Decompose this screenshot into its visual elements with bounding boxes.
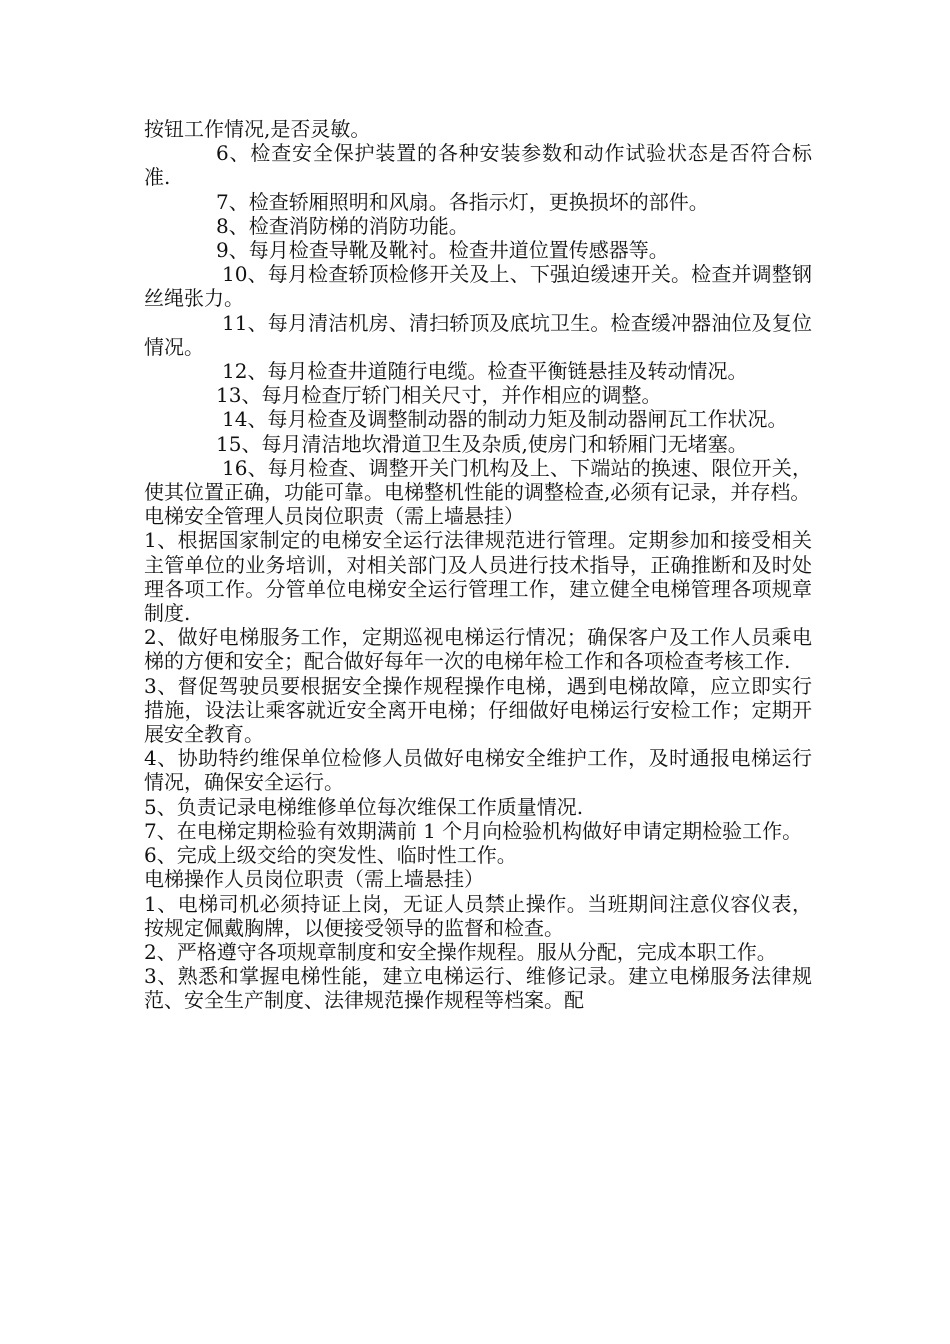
operator-duty: 3、熟悉和掌握电梯性能，建立电梯运行、维修记录。建立电梯服务法律规范、安全生产制度、法律规范操作规程等档案。配 (144, 964, 812, 1013)
maintenance-item-9: 9、每月检查导靴及靴衬。检查井道位置传感器等。 (216, 238, 669, 263)
safety-manager-duties-title: 电梯安全管理人员岗位职责（需上墙悬挂） (144, 504, 524, 529)
safety-manager-duty: 7、在电梯定期检验有效期满前 1 个月向检验机构做好申请定期检验工作。 (144, 818, 803, 843)
operator-duties-title: 电梯操作人员岗位职责（需上墙悬挂） (144, 867, 484, 892)
maintenance-item-10: 10、每月检查轿顶检修开关及上、下强迫缓速开关。检查并调整钢丝绳张力。 (144, 262, 812, 311)
maintenance-item-7: 7、检查轿厢照明和风扇。各指示灯，更换损坏的部件。 (216, 189, 709, 214)
safety-manager-duties-list (144, 528, 812, 867)
operator-duty: 2、严格遵守各项规章制度和安全操作规程。服从分配，完成本职工作。 (144, 939, 777, 964)
safety-manager-duty: 4、协助特约维保单位检修人员做好电梯安全维护工作，及时通报电梯运行情况，确保安全运行。 (144, 746, 812, 795)
maintenance-item-13: 13、每月检查厅轿门相关尺寸，并作相应的调整。 (216, 383, 662, 408)
operator-duty: 1、电梯司机必须持证上岗，无证人员禁止操作。当班期间注意仪容仪表，按规定佩戴胸牌，以便接受领导的监督和检查。 (144, 891, 812, 940)
maintenance-item-continuation: 按钮工作情况,是否灵敏。 (144, 117, 371, 141)
safety-manager-duty: 6、完成上级交给的突发性、临时性工作。 (144, 843, 517, 868)
maintenance-item-6: 6、检查安全保护装置的各种安装参数和动作试验状态是否符合标准. (144, 141, 812, 190)
maintenance-item-12: 12、每月检查井道随行电缆。检查平衡链悬挂及转动情况。 (222, 359, 748, 384)
document-page (144, 117, 812, 1013)
maintenance-item-11: 11、每月清洁机房、清扫轿顶及底坑卫生。检查缓冲器油位及复位情况。 (144, 310, 812, 359)
maintenance-items (144, 117, 812, 504)
safety-manager-duty: 2、做好电梯服务工作，定期巡视电梯运行情况；确保客户及工作人员乘电梯的方便和安全；配合做好每年一次的电梯年检工作和各项检查考核工作. (144, 625, 812, 674)
safety-manager-duty: 1、根据国家制定的电梯安全运行法律规范进行管理。定期参加和接受相关主管单位的业务培训，对相关部门及人员进行技术指导，正确推断和及时处理各项工作。分管单位电梯安全运行管理工作，建立健全电梯管理各项规章制度. (144, 528, 812, 626)
safety-manager-duty: 5、负责记录电梯维修单位每次维保工作质量情况. (144, 794, 584, 819)
maintenance-item-8: 8、检查消防梯的消防功能。 (216, 213, 469, 238)
maintenance-item-14: 14、每月检查及调整制动器的制动力矩及制动器闸瓦工作状况。 (222, 407, 788, 432)
maintenance-item-16: 16、每月检查、调整开关门机构及上、下端站的换速、限位开关，使其位置正确，功能可靠。电梯整机性能的调整检查,必须有记录，并存档。 (144, 455, 812, 505)
safety-manager-duty: 3、督促驾驶员要根据安全操作规程操作电梯，遇到电梯故障，应立即实行措施，设法让乘客就近安全离开电梯；仔细做好电梯运行安检工作；定期开展安全教育。 (144, 673, 812, 747)
operator-duties-list (144, 892, 812, 1013)
maintenance-item-15: 15、每月清洁地坎滑道卫生及杂质,使房门和轿厢门无堵塞。 (216, 431, 748, 456)
